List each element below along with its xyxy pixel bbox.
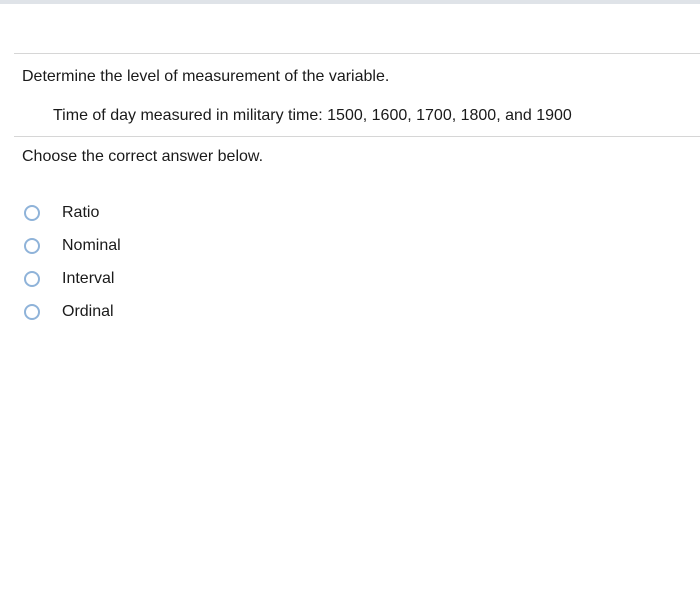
option-label: Nominal (62, 236, 121, 254)
option-ratio[interactable] (24, 196, 121, 229)
option-label: Ordinal (62, 302, 114, 320)
question-stem: Time of day measured in military time: 1500, 1600, 1700, 1800, and 1900 (53, 107, 572, 124)
radio-button[interactable] (24, 205, 40, 221)
option-label: Ratio (62, 203, 100, 221)
divider-bottom (14, 136, 700, 137)
option-interval[interactable] (24, 262, 121, 295)
option-label: Interval (62, 269, 115, 287)
top-bar (0, 0, 700, 4)
radio-button[interactable] (24, 271, 40, 287)
question-prompt: Determine the level of measurement of the variable. (22, 68, 390, 85)
answer-options (24, 196, 121, 328)
answer-instruction: Choose the correct answer below. (22, 148, 264, 165)
option-nominal[interactable] (24, 229, 121, 262)
radio-button[interactable] (24, 238, 40, 254)
divider-top (14, 53, 700, 54)
option-ordinal[interactable] (24, 295, 121, 328)
radio-button[interactable] (24, 304, 40, 320)
